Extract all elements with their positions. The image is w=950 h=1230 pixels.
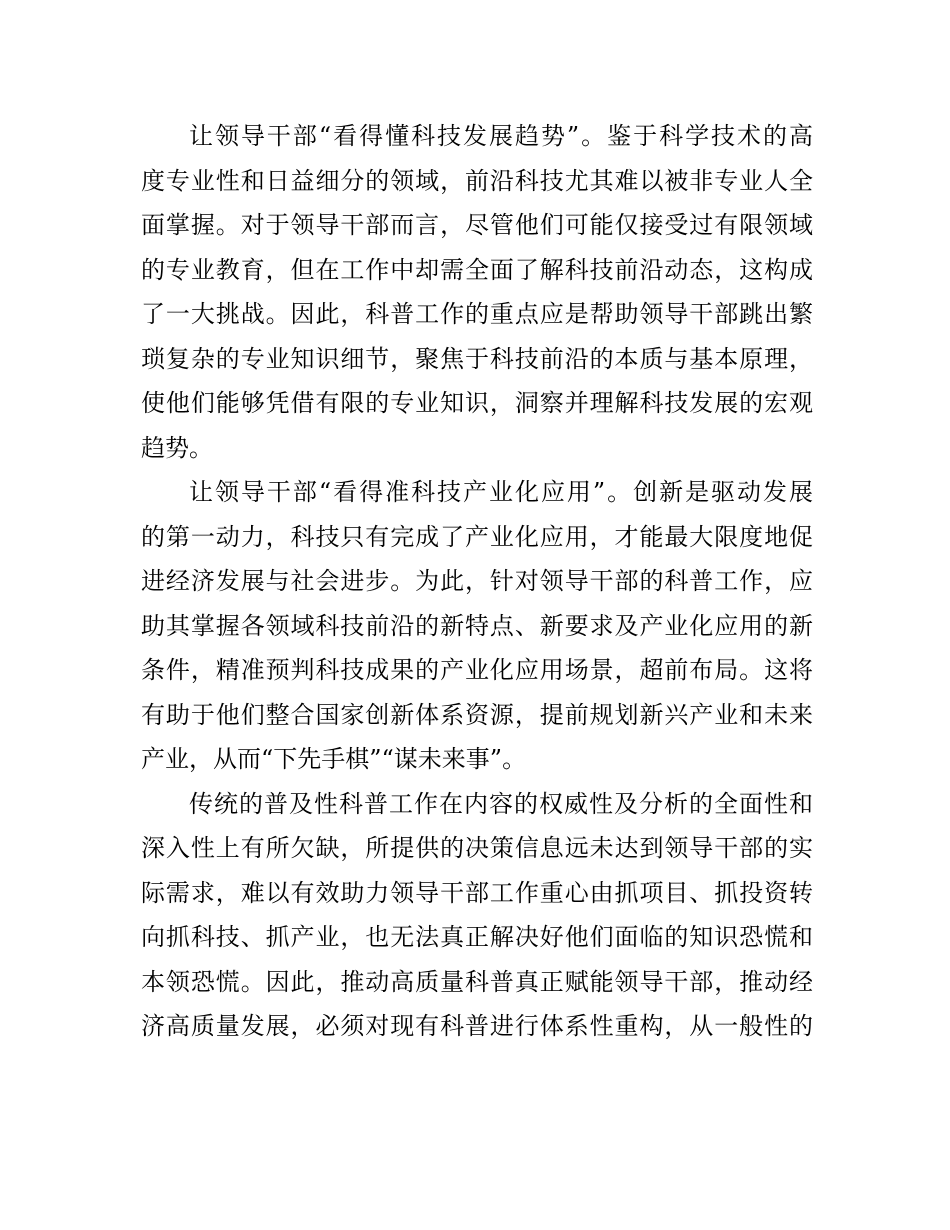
text-line: 产业，从而“下先手棋”“谋未来事”。 <box>141 745 527 773</box>
text-line: 趋势。 <box>141 433 213 462</box>
text-line: 度专业性和日益细分的领域，前沿科技尤其难以被非专业人全 <box>141 166 813 195</box>
text-line: 的第一动力，科技只有完成了产业化应用，才能最大限度地促 <box>141 522 813 551</box>
text-line: 让领导干部“看得准科技产业化应用”。创新是驱动发展 <box>189 478 813 506</box>
text-line: 面掌握。对于领导干部而言，尽管他们可能仅接受过有限领域 <box>141 211 813 239</box>
text-line: 际需求，难以有效助力领导干部工作重心由抓项目、抓投资转 <box>141 878 813 907</box>
text-line: 济高质量发展，必须对现有科普进行体系性重构，从一般性的 <box>141 1012 813 1040</box>
text-line: 使他们能够凭借有限的专业知识，洞察并理解科技发展的宏观 <box>141 389 813 417</box>
text-line: 的专业教育，但在工作中却需全面了解科技前沿动态，这构成 <box>141 255 813 284</box>
paragraph-traditional-science-popularization <box>141 782 813 1049</box>
text-line: 有助于他们整合国家创新体系资源，提前规划新兴产业和未来 <box>141 700 813 729</box>
paragraph-industrial-application <box>141 470 813 782</box>
text-line: 琐复杂的专业知识细节，聚焦于科技前沿的本质与基本原理， <box>141 344 813 373</box>
text-line: 传统的普及性科普工作在内容的权威性及分析的全面性和 <box>189 789 813 818</box>
document-body <box>141 114 813 1049</box>
text-line: 向抓科技、抓产业，也无法真正解决好他们面临的知识恐慌和 <box>141 923 813 951</box>
text-line: 条件，精准预判科技成果的产业化应用场景，超前布局。这将 <box>141 656 813 684</box>
text-line: 本领恐慌。因此，推动高质量科普真正赋能领导干部，推动经 <box>141 967 813 996</box>
paragraph-tech-trends <box>141 114 813 470</box>
text-line: 助其掌握各领域科技前沿的新特点、新要求及产业化应用的新 <box>141 611 813 640</box>
text-line: 进经济发展与社会进步。为此，针对领导干部的科普工作，应 <box>141 567 813 595</box>
text-line: 让领导干部“看得懂科技发展趋势”。鉴于科学技术的高 <box>189 122 813 150</box>
text-line: 深入性上有所欠缺，所提供的决策信息远未达到领导干部的实 <box>141 834 813 862</box>
text-line: 了一大挑战。因此，科普工作的重点应是帮助领导干部跳出繁 <box>141 300 813 328</box>
